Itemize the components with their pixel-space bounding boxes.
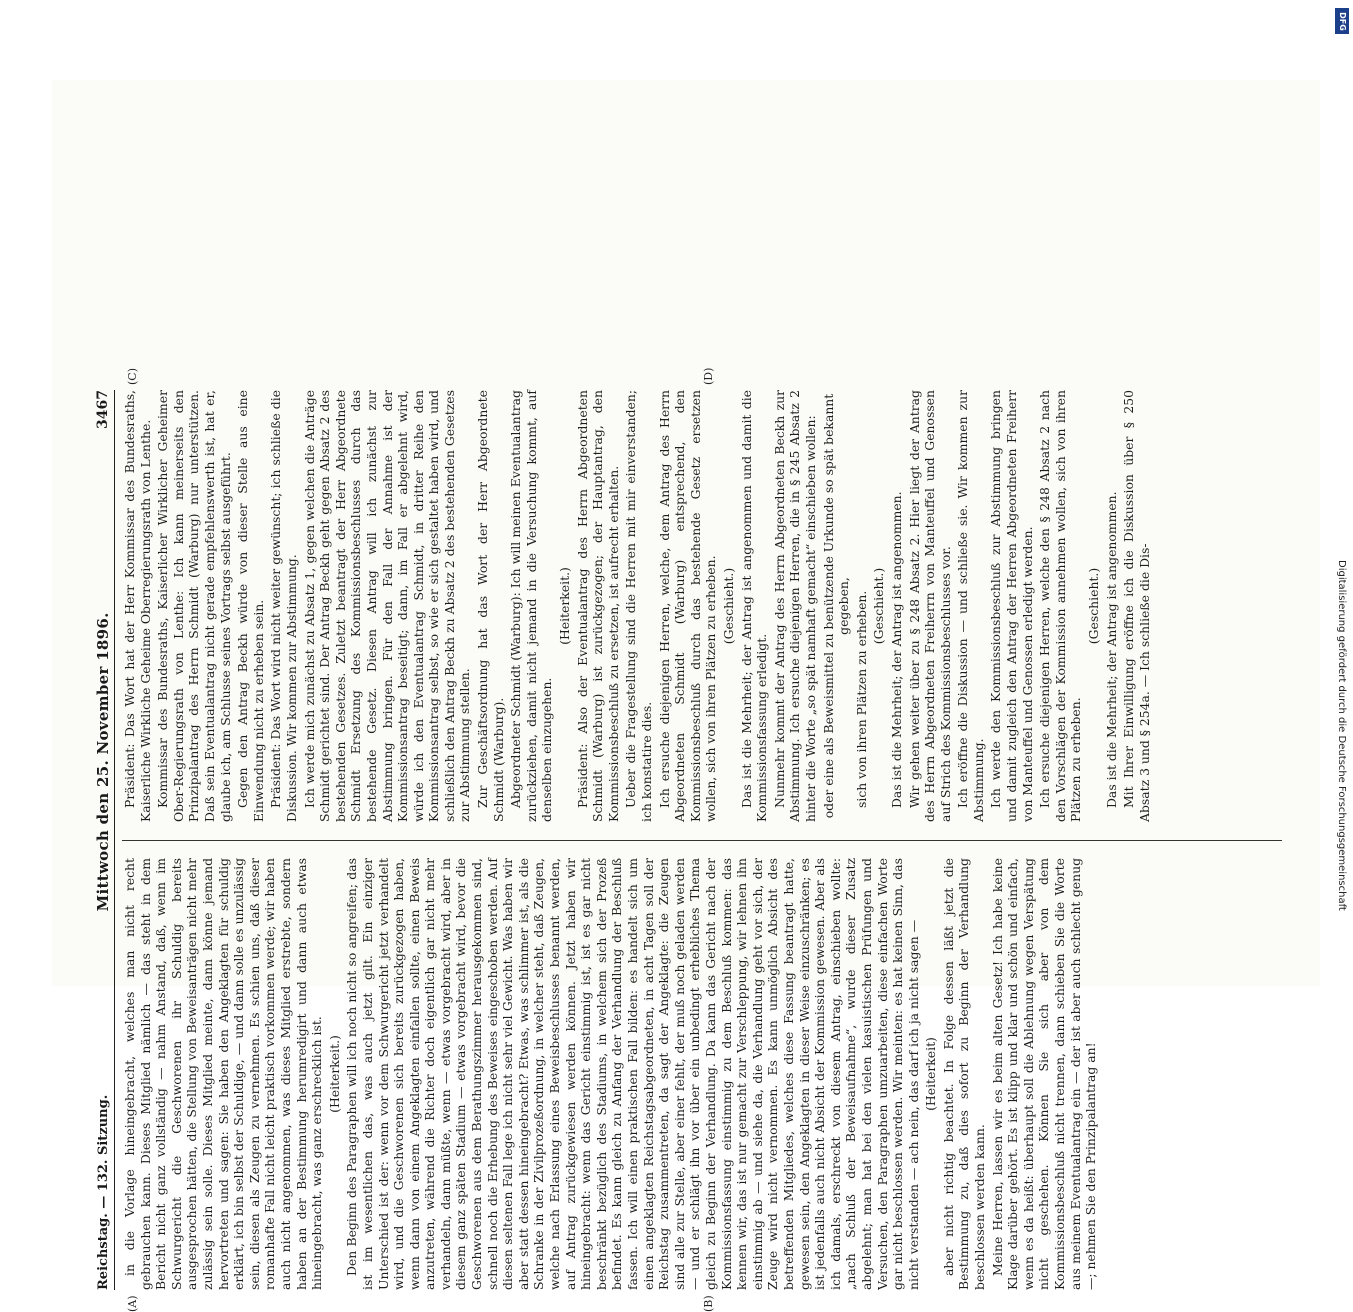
paragraph: Ueber die Fragestellung sind die Herren mit mir einverstanden; ich konstatire dies.: [623, 390, 654, 822]
right-column: [122, 390, 1282, 822]
left-column: [122, 858, 1282, 1290]
header-left: Reichstag. — 132. Sitzung.: [95, 1094, 111, 1290]
running-header: [92, 390, 115, 1290]
paragraph: Ich ersuche diejenigen Herren, welche den § 248 Absatz 2 nach den Vorschlägen der Kommission annehmen wollen, sich von ihren Plätzen zu erheben.: [1037, 390, 1084, 822]
paragraph: aber nicht richtig beachtet. In Folge dessen läßt jetzt die Bestimmung zu, daß dies sofort zu Beginn der Verhandlung beschlossen werden kann.: [940, 858, 988, 1290]
paragraph: Präsident: Also der Eventualantrag des Herrn Abgeordneten Schmidt (Warburg) ist zurückgezogen; der Hauptantrag, den Kommissionsbeschluß zu ersetzen, ist aufrecht erhalten.: [574, 390, 621, 822]
digitization-credit: Digitalisierung gefördert durch die Deutsche Forschungsgemeinschaft: [1336, 560, 1347, 911]
quotation: oder eine als Beweismittel zu benützende Urkunde so spät bekannt gegeben,: [820, 393, 852, 819]
paragraph: Ich ersuche diejenigen Herren, welche, dem Antrag des Herrn Abgeordneten Schmidt (Warburg) entsprechend, den Kommissionsbeschluß durch das bestehende Gesetz ersetzen wollen, sich von ihren Plätzen zu erheben.: [656, 390, 719, 822]
column-divider: [122, 840, 1282, 841]
margin-marker-b: (B): [702, 1295, 715, 1312]
page-number: 3467: [95, 390, 111, 429]
paragraph: Präsident: Das Wort hat der Herr Kommissar des Bundesraths, Kaiserliche Wirkliche Geheime Oberregierungsrath von Lenthe.: [122, 390, 153, 822]
header-date: Mittwoch den 25. November 1896.: [94, 612, 112, 912]
rotated-page: [92, 90, 1152, 1312]
paragraph: Das ist die Mehrheit; der Antrag ist angenommen und damit die Kommissionsfassung erledigt.: [738, 390, 770, 822]
interjection: (Geschieht.): [1086, 567, 1102, 645]
paragraph: Mit Ihrer Einwilligung eröffne ich die Diskussion über § 250 Absatz 3 und § 254a. — Ich schließe die Dis-: [1121, 390, 1152, 822]
paragraph: Das ist die Mehrheit; der Antrag ist angenommen.: [888, 491, 904, 808]
paragraph: Meine Herren, lassen wir es beim alten Gesetz! Ich habe keine Klage darüber gehört. Es ist klipp und klar und schön und einfach, wenn es da heißt: überhaupt soll die Ablehnung wegen Verspätung nicht geschehen. Können Sie sich aber von dem Kommissionsbeschluß nicht trennen, dann schieben Sie die Worte aus meinem Eventualantrag ein — der ist aber auch schlecht genug —; nehmen Sie den Prinzipalantrag an!: [989, 858, 1099, 1290]
interjection: (Geschieht.): [720, 567, 736, 645]
interjection: (Heiterkeit.): [557, 567, 573, 645]
paragraph: Nunmehr kommt der Antrag des Herrn Abgeordneten Beckh zur Abstimmung. Ich ersuche diejenigen Herren, die in § 245 Absatz 2 hinter die Worte „so spät namhaft gemacht“ einschieben wollen:: [771, 390, 818, 822]
dfg-logo: DFG: [1335, 8, 1349, 34]
paragraph: Ich eröffne die Diskussion — und schließe sie. Wir kommen zur Abstimmung.: [955, 390, 986, 822]
scanned-page: [52, 80, 1320, 1312]
paragraph: Zur Geschäftsordnung hat das Wort der Herr Abgeordnete Schmidt (Warburg).: [475, 390, 506, 822]
margin-marker-a: (A): [126, 1295, 139, 1312]
margin-marker-c: (C): [126, 368, 139, 385]
paragraph: sich von ihren Plätzen zu erheben.: [853, 590, 869, 808]
paragraph: Ich werde den Kommissionsbeschluß zur Abstimmung bringen und damit zugleich den Antrag der Herren Abgeordneten Freiherr von Manteuffel und Genossen erledigt werden.: [988, 390, 1035, 822]
paragraph: Präsident: Das Wort wird nicht weiter gewünscht; ich schließe die Diskussion. Wir kommen zur Abstimmung.: [268, 390, 299, 822]
paragraph: in die Vorlage hineingebracht, welches man nicht recht gebrauchen kann. Dieses Mitglied nämlich — das steht in dem Bericht nicht ganz vollständig — nahm Anstand, daß, wenn im Schwurgericht die Geschworenen ihr Schuldig bereits ausgesprochen hätten, die Stellung von Beweisanträgen nicht mehr zulässig sein solle. Dieses Mitglied meinte, dann könne jemand hervortreten und sagen: Sie haben den Angeklagten für schuldig erklärt, ich bin selbst der Schuldige, — und dann solle es unzulässig sein, diesen als Zeugen zu vernehmen. Es schien uns, daß dieser romanhafte Fall nicht leicht praktisch vorkommen werde; wir haben auch nicht angenommen, was dieses Mitglied erstrebte, sondern haben an der Bestimmung herumredigirt und dann auch etwas hineingebracht, was ganz erschrecklich ist.: [122, 858, 325, 1290]
interjection: (Heiterkeit): [923, 1037, 939, 1111]
paragraph: Abgeordneter Schmidt (Warburg): Ich will meinen Eventualantrag zurückziehen, damit nicht jemand in die Versuchung kommt, auf denselben einzugehen.: [508, 390, 555, 822]
margin-marker-d: (D): [702, 367, 715, 385]
interjection: (Geschieht.): [871, 567, 887, 645]
paragraph: Wir gehen weiter über zu § 248 Absatz 2. Hier liegt der Antrag des Herrn Abgeordneten Freiherrn von Manteuffel und Genossen auf Strich des Kommissionsbeschlusses vor.: [906, 390, 953, 822]
paragraph: Den Beginn des Paragraphen will ich noch nicht so angreifen; das ist im wesentlichen das, was auch jetzt gilt. Ein einziger Unterschied ist der: wenn vor dem Schwurgericht jetzt verhandelt wird, und die Geschworenen sich bereits zurückgezogen haben, wenn dann von einem Angeklagten einfallen sollte, einen Beweis anzutreten, während die Richter doch eigentlich gar nicht mehr verhandeln, dann müßte, wenn — etwas vorgebracht wird, aber in diesem ganz späten Stadium — etwas vorgebracht wird, bevor die Geschworenen aus dem Berathungszimmer herausgekommen sind, schnell noch die Erhebung des Beweises eingeschoben werden. Auf diesen seltenen Fall lege ich nicht sehr viel Gewicht. Was haben wir aber statt dessen hineingebracht? Etwas, was schlimmer ist, als die Schranke in der Zivilprozeßordnung, in welcher steht, daß Zeugen, welche nach Erlassung eines Beweisbeschlusses benannt werden, auf Antrag zurückgewiesen werden können. Jetzt haben wir hineingebracht: wenn das Gericht einstimmig ist, ist es gar nicht beschränkt bezüglich des Stadiums, in welchem sich der Prozeß befindet. Es kann gleich zu Anfang der Verhandlung der Beschluß fassen. Ich will einen praktischen Fall bilden: es handelt sich um einen angeklagten Reichstagsabgeordneten, in acht Tagen soll der Reichstag zusammentreten, da sagt der Angeklagte: die Zeugen sind alle zur Stelle, aber einer fehlt, der muß noch geladen werden — und er schlägt ihn vor über ein unbedingt erhebliches Thema gleich zu Beginn der Verhandlung. Da kann das Gericht nach der Kommissionsfassung einstimmig zu dem Beschluß kommen: das kennen wir, das ist nur gemacht zur Verschleppung, wir lehnen ihn einstimmig ab — und siehe da, die Verhandlung geht vor sich, der Zeuge wird nicht vernommen. Es kann unmöglich Absicht des betreffenden Mitgliedes, welches diese Fassung beantragt hatte, gewesen sein, den Angeklagten in dieser Weise einzuschränken; es ist jedenfalls auch nicht Absicht der Kommission gewesen. Aber als ich damals, erschreckt von diesem Antrag, einschieben wollte: „nach Schluß der Beweisaufnahme“, wurde dieser Zusatz abgelehnt; man hat bei den vielen kasuistischen Prüfungen und Versuchen, den Paragraphen umzuarbeiten, diese einfachen Worte gar nicht beschlossen werden. Wir meinten: es hat keinen Sinn, das nicht verstanden — ach nein, das darf ich ja nicht sagen —: [344, 858, 921, 1290]
paragraph: Das ist die Mehrheit; der Antrag ist angenommen.: [1103, 491, 1119, 808]
interjection: (Heiterkeit.): [326, 1035, 342, 1113]
paragraph: Ich werde mich zunächst zu Absatz 1, gegen welchen die Anträge Schmidt gerichtet sind. Der Antrag Beckh geht gegen Absatz 2 des bestehenden Gesetzes. Zuletzt beantragt der Herr Abgeordnete Schmidt Ersetzung des Kommissionsbeschlusses durch das bestehende Gesetz. Diesen Antrag will ich zunächst zur Abstimmung bringen. Für den Fall der Annahme ist der Kommissionsantrag beseitigt; dann, im Fall er abgelehnt wird, würde ich den Eventualantrag Schmidt, in dritter Reihe den Kommissionsantrag selbst, so wie er sich gestaltet haben wird, und schließlich den Antrag Beckh zu Absatz 2 des bestehenden Gesetzes zur Abstimmung stellen.: [301, 390, 473, 822]
paragraph: Kommissar des Bundesraths, Kaiserlicher Wirklicher Geheimer Ober-Regierungsrath von Lenthe: Ich kann meinerseits den Prinzipalantrag des Herrn Schmidt (Warburg) nur unterstützen. Daß sein Eventualantrag nicht gerade empfehlenswerth ist, hat er, glaube ich, am Schlusse seines Vortrags selbst ausgeführt.: [155, 390, 233, 822]
paragraph: Gegen den Antrag Beckh würde von dieser Stelle aus eine Einwendung nicht zu erheben sein.: [235, 390, 266, 822]
